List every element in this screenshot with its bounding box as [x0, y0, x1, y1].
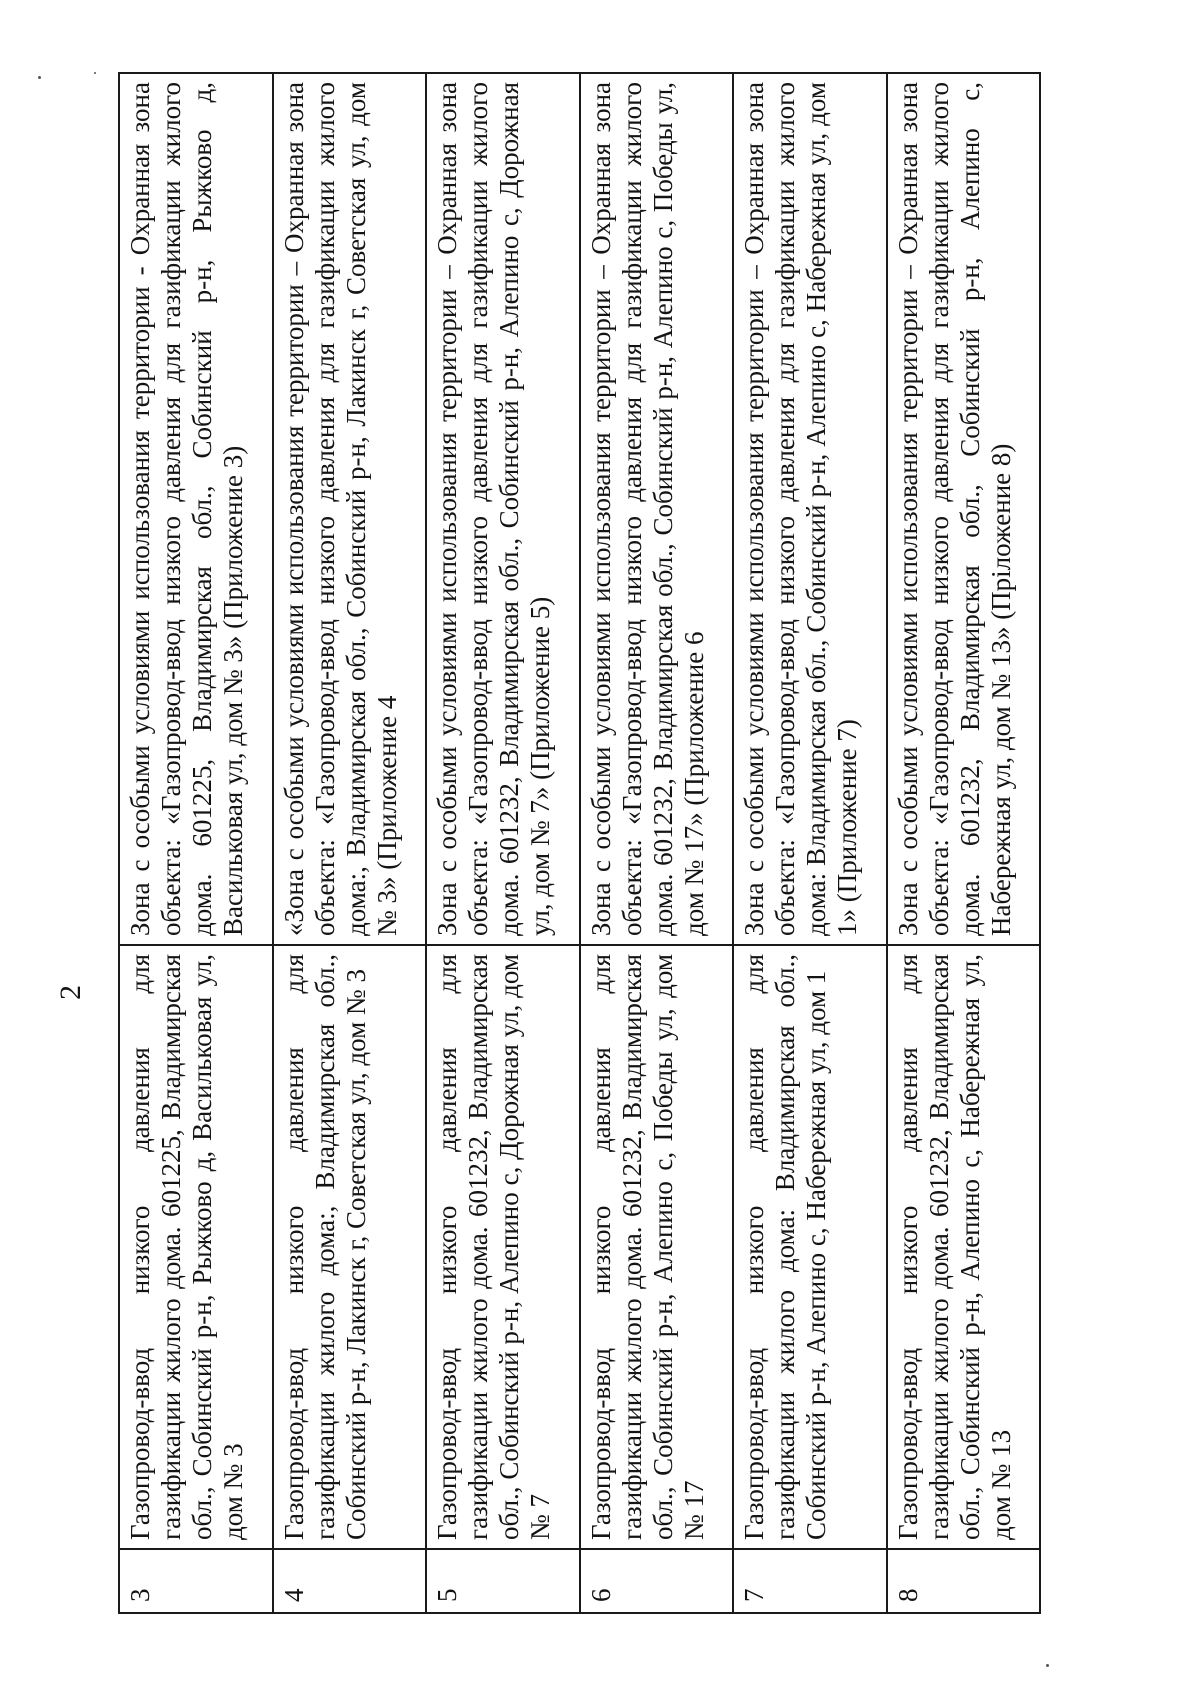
table-row — [273, 73, 427, 1613]
scan-speck — [1046, 1664, 1049, 1667]
rotated-table-wrapper — [118, 74, 1041, 1614]
object-cell: Газопровод-ввод низкого давления для газификации жилого дома. 601232, Владимирская обл., Собинский р-н, Алепино с, Набережная ул, дом № 13 — [887, 945, 1041, 1549]
object-cell: Газопровод-ввод низкого давления для газификации жилого дома: Владимирская обл., Собинский р-н, Алепино с, Набережная ул, дом 1 — [733, 945, 887, 1549]
zone-cell: Зона с особыми условиями использования территории – Охранная зона объекта: «Газопровод-ввод низкого давления для газификации жилого дома. 601232, Владимирская обл., Собинский р-н, Алепино с, Дорожная ул, дом № 7» (Приложение 5) — [426, 73, 580, 945]
row-number-cell: 3 — [119, 1549, 273, 1613]
scan-speck — [94, 72, 96, 74]
object-cell: Газопровод-ввод низкого давления для газификации жилого дома. 601232, Владимирская обл., Собинский р-н, Алепино с, Дорожная ул, дом № 7 — [426, 945, 580, 1549]
zone-cell: Зона с особыми условиями использования территории – Охранная зона объекта: «Газопровод-ввод низкого давления для газификации жилого дома: Владимирская обл., Собинский р-н, Алепино с, Набережная ул, дом 1» (Приложение 7) — [733, 73, 887, 945]
object-cell: Газопровод-ввод низкого давления для газификации жилого дома:, Владимирская обл., Собинский р-н, Лакинск г, Советская ул, дом № 3 — [273, 945, 427, 1549]
zone-cell: Зона с особыми условиями использования территории – Охранная зона объекта: «Газопровод-ввод низкого давления для газификации жилого дома. 601232, Владимирская обл., Собинский р-н, Алепино с, Победы ул, дом № 17» (Приложение 6 — [580, 73, 734, 945]
row-number-cell: 8 — [887, 1549, 1041, 1613]
page-number: 2 — [54, 985, 87, 1000]
object-cell: Газопровод-ввод низкого давления для газификации жилого дома. 601225, Владимирская обл., Собинский р-н, Рыжково д, Васильковая ул, дом № 3 — [119, 945, 273, 1549]
zone-cell: Зона с особыми условиями использования территории – Охранная зона объекта: «Газопровод-ввод низкого давления для газификации жилого дома. 601232, Владимирская обл., Собинский р-н, Алепино с, Набережная ул, дом № 13» (Прiложение 8) — [887, 73, 1041, 945]
zone-cell: Зона с особыми условиями использования территории - Охранная зона объекта: «Газопровод-ввод низкого давления для газификации жилого дома. 601225, Владимирская обл., Собинский р-н, Рыжково д, Васильковая ул, дом № 3» (Приложение 3) — [119, 73, 273, 945]
table-row — [119, 73, 273, 1613]
table-row — [733, 73, 887, 1613]
registry-table — [118, 72, 1041, 1614]
table-row — [580, 73, 734, 1613]
row-number-cell: 6 — [580, 1549, 734, 1613]
object-cell: Газопровод-ввод низкого давления для газификации жилого дома. 601232, Владимирская обл., Собинский р-н, Алепино с, Победы ул, дом № 17 — [580, 945, 734, 1549]
scan-speck — [38, 76, 41, 79]
table-row — [426, 73, 580, 1613]
zone-cell: «Зона с особыми условиями использования территории – Охранная зона объекта: «Газопровод-ввод низкого давления для газификации жилого дома:, Владимирская обл., Собинский р-н, Лакинск г, Советская ул, дом № 3» (Приложение 4 — [273, 73, 427, 945]
row-number-cell: 7 — [733, 1549, 887, 1613]
row-number-cell: 5 — [426, 1549, 580, 1613]
row-number-cell: 4 — [273, 1549, 427, 1613]
table-row — [887, 73, 1041, 1613]
